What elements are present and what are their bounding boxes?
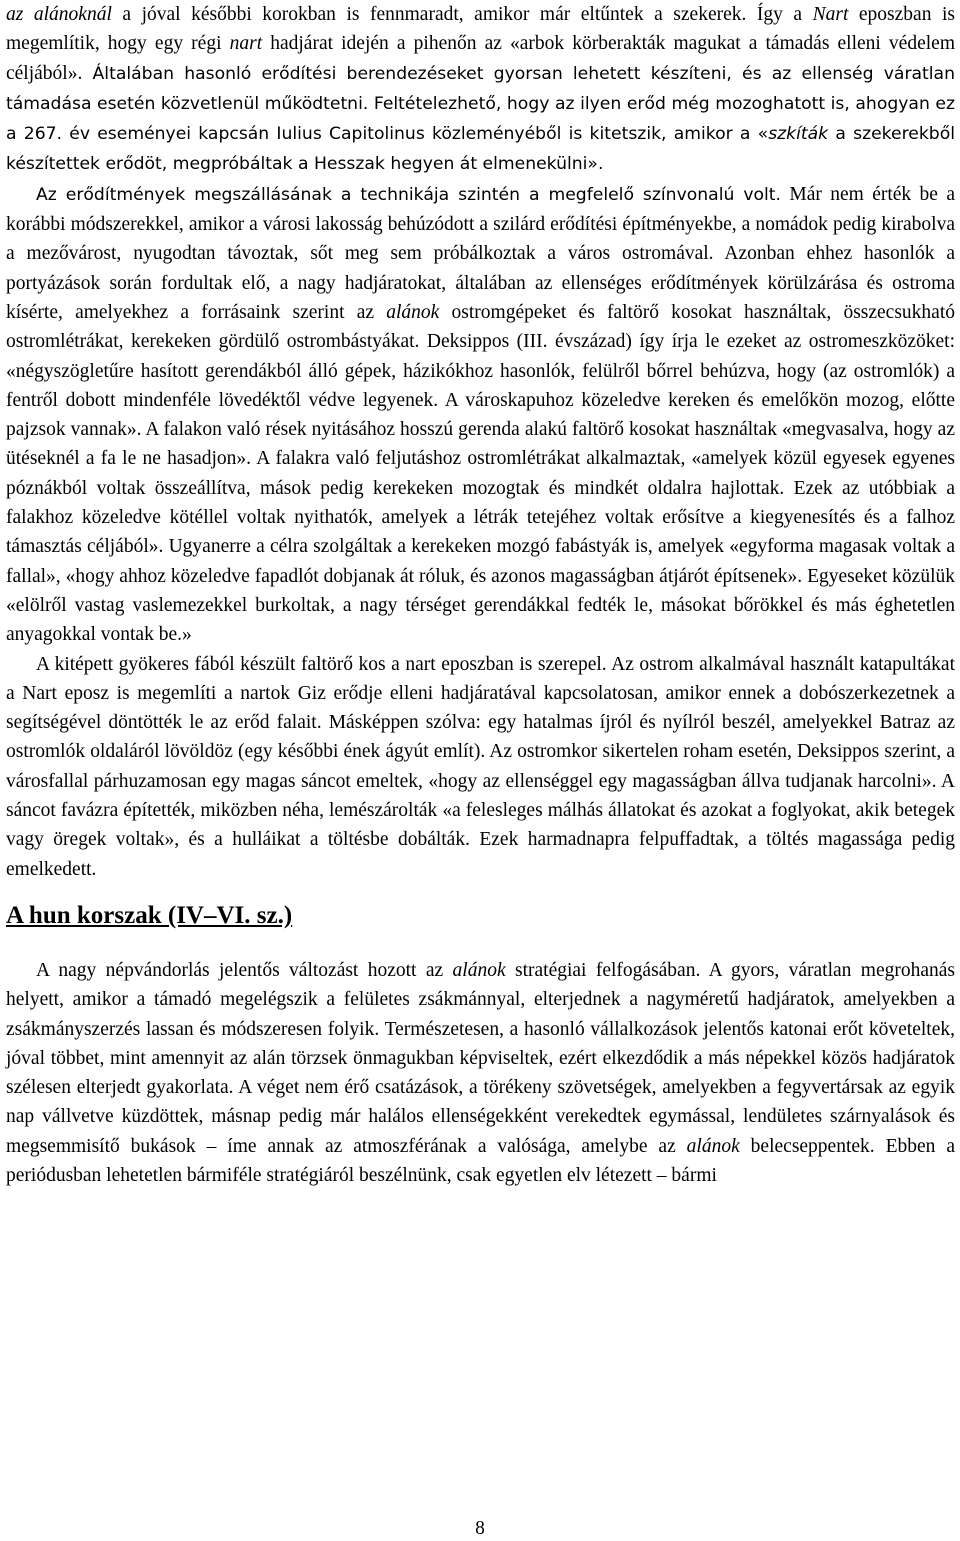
paragraph-carts <box>6 0 955 180</box>
text-span: A nagy népvándorlás jelentős változást hozott az <box>36 959 453 981</box>
text-span: a szekerekből készítettek erődöt, megpróbáltak a Hesszak hegyen át elmenekülni». <box>6 124 956 175</box>
text-span: alánok <box>452 959 506 981</box>
document-page <box>6 0 955 1190</box>
text-span: belecseppentek. Ebben a periódusban lehetetlen bármiféle stratégiáról beszélnünk, csak egyetlen elv létezett – bármi <box>6 1135 955 1186</box>
section-heading: A hun korszak (IV–VI. sz.) <box>6 901 293 929</box>
text-span: alánok <box>686 1135 740 1157</box>
text-span: Általában hasonló erődítési berendezéseket gyorsan lehetett készíteni, és az ellenség váratlan támadása esetén közvetlenül működtetni. Feltételezhető, hogy az ilyen erőd még mozoghatott is, ahogyan ez a 267. év eseményei kapcsán Iulius Capitolinus közleményéből is kitetszik, amikor a « <box>6 63 955 145</box>
text-span: Nart <box>812 4 849 25</box>
text-span: az alánoknál <box>6 4 112 25</box>
text-span: szkíták <box>768 124 829 145</box>
text-span: Már nem érték be a korábbi módszerekkel, amikor a városi lakosság behúzódott a szilárd erődítési építményekbe, a nomádok pedig kirabolva a mezővárost, nyugodtan távoztak, sőt meg sem próbálkoztak a város ostromával. Azonban ehhez hasonlók a portyázások során fordultak elő, a nagy hadjáratokat, általában az ellenséges erődítmények körülzárása és ostroma kísérte, amelyekhez a forrásaink szerint az <box>6 183 955 323</box>
text-span: hadjárat idején a pihenőn az «arbok körberakták magukat a támadás elleni védelem céljából». <box>6 33 955 84</box>
text-span: stratégiai felfogásában. A gyors, váratlan megrohanás helyett, amikor a támadó megelégszik a felületes zsákmánnyal, elterjednek a nagyméretű hadjáratok, amelyekben a zsákmányszerzés lassan és módszeresen folyik. Természetesen, a hasonló vállalkozások jelentős katonai erőt követeltek, jóval többet, mint amennyit az alán törzsek önmagukban képviseltek, ezért elkezdődik a más népekkel közös hadjáratok szélesen elterjedt gyakorlata. A véget nem érő csatázások, a törékeny szövetségek, amelyekben a fegyvertársak az egyik nap vállvetve küzdöttek, másnap pedig már halálos ellenségekként verekedtek egymással, lendületes szárnyalások és megsemmisítő bukások – íme annak az atmoszférának a valósága, amelybe az <box>6 959 956 1157</box>
text-span: a jóval későbbi korokban is fennmaradt, amikor már eltűntek a szekerek. Így a <box>111 4 813 25</box>
text-span: alánok <box>386 301 440 323</box>
paragraph-hun-era <box>6 956 955 1190</box>
paragraph-battering-ram: A kitépett gyökeres fából készült faltörő kos a nart eposzban is szerepel. Az ostrom alkalmával használt katapultákat a Nart eposz is megemlíti a nartok Giz erődje elleni hadjáratával kapcsolatosan, amikor ennek a dobószerkezetnek a segítségével döntötték le az erőd falait. Másképpen szólva: egy hatalmas íjról és nyílról beszél, amelyekkel Batraz az ostromlók oldaláról lövöldöz (egy későbbi ének ágyút említ). Az ostromkor sikertelen roham esetén, Deksippos szerint, a városfallal párhuzamosan egy magas sáncot emeltek, «hogy az ellenséggel egy magasságban állva tudjanak harcolni». A sáncot favázra építették, miközben néha, lemészárolták «a felesleges málhás állatokat és azokat a foglyokat, akik betegek vagy öregek voltak», és a hulláikat a töltésbe dobálták. Ezek harmadnapra felpuffadtak, a töltés magassága pedig emelkedett. <box>6 653 955 880</box>
text-span: nart <box>229 33 263 55</box>
page-number: 8 <box>475 1518 485 1539</box>
text-span: eposzban is megemlítik, hogy egy régi <box>6 4 955 55</box>
text-span: Az erődítmények megszállásának a technikája szintén a megfelelő színvonalú volt. <box>36 184 781 205</box>
paragraph-siege-technique <box>6 180 955 650</box>
text-span: ostromgépeket és faltörő kosokat használtak, összecsukható ostromlétrákat, kerekeken gördülő ostrombástyákat. Deksippos (III. évszázad) így írja le ezeket az ostromeszközöket: «négyszögletűre hasított gerendákból álló gépek, házikókhoz hasonlók, felülről bőrrel behúzva, hogy (az ostromlók) a fentről dobott mindenféle lövedéktől védve legyenek. A városkapuhoz közeledve kereken és emelőkön mozog, előtte pajzsok vannak». A falakon való rések nyitásához hosszú gerenda alakú faltörő kosokat használtak «megvasalva, hogy az ütéseknél a fa le ne hasadjon». A falakra való feljutáshoz ostromlétrákat alkalmaztak, «amelyek közül egyesek egyenes póznákból voltak összeállítva, mások pedig kerekeken mozogtak és mindkét oldalra hajlottak. Ezek az utóbbiak a falakhoz közeledve kötéllel voltak nyithatók, amelyek a létrák tetejéhez voltak erősítve a kiegyenesítés és a falhoz támasztás céljából». Ugyanerre a célra szolgáltak a kerekeken mozgó fabástyák is, amelyek «egyforma magasak voltak a fallal», «hogy ahhoz közeledve fapadlót dobjanak át róluk, és azonos magasságban átjárót építsenek». Egyeseket közülük «elölről vastag vaslemezekkel burkoltak, a nagy térséget gerendákkal fedték le, másokat bőrökkel és más éghetetlen anyagokkal vontak be.» <box>6 301 955 646</box>
